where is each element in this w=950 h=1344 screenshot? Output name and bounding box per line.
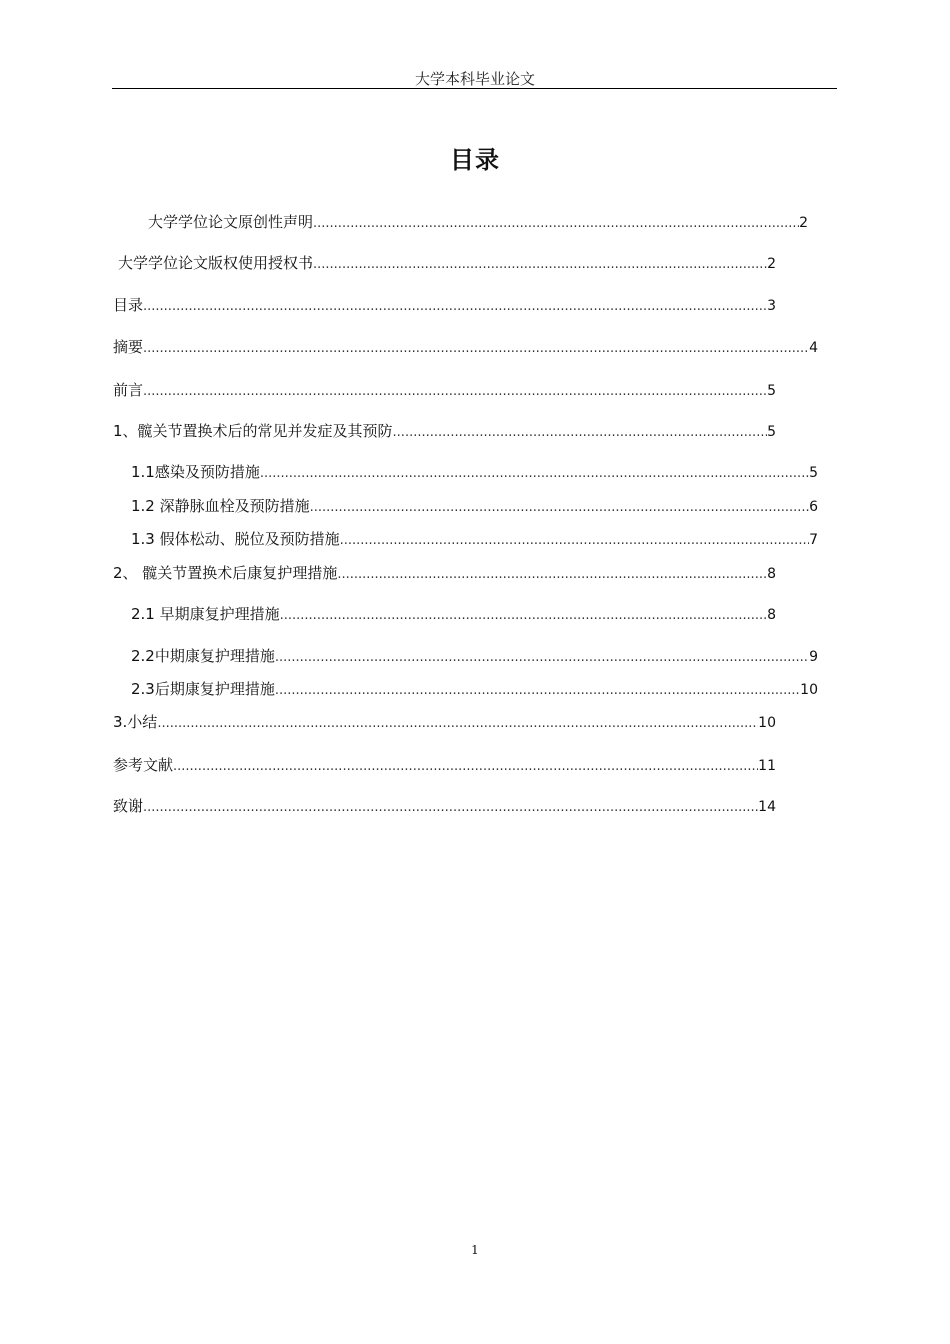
toc-entry-page: 10 xyxy=(800,682,818,698)
toc-entry-label: 2.2中期康复护理措施 xyxy=(131,647,275,665)
toc-leader-dots xyxy=(280,606,767,626)
toc-entry[interactable] xyxy=(113,295,776,317)
toc-entry[interactable] xyxy=(148,212,808,234)
toc-entry-label: 大学学位论文原创性声明 xyxy=(148,213,314,231)
toc-leader-dots xyxy=(143,339,809,359)
toc-entry-page: 14 xyxy=(758,799,776,815)
toc-entry[interactable] xyxy=(131,496,818,518)
toc-entry-label: 2.1 早期康复护理措施 xyxy=(131,605,280,623)
toc-entry-page: 4 xyxy=(809,340,818,356)
toc-entry[interactable] xyxy=(131,529,818,551)
toc-leader-dots xyxy=(143,798,758,818)
toc-leader-dots xyxy=(260,464,809,484)
toc-entry-page: 3 xyxy=(767,298,776,314)
toc-entry-label: 2.3后期康复护理措施 xyxy=(131,680,275,698)
toc-entry[interactable] xyxy=(113,563,776,585)
toc-entry-page: 6 xyxy=(809,499,818,515)
toc-entry[interactable] xyxy=(118,253,776,275)
toc-entry[interactable] xyxy=(131,462,818,484)
toc-entry-page: 2 xyxy=(799,215,808,231)
toc-entry-label: 1、髋关节置换术后的常见并发症及其预防 xyxy=(113,422,393,440)
toc-entry-page: 7 xyxy=(809,532,818,548)
toc-entry-page: 8 xyxy=(767,566,776,582)
toc-entry-page: 5 xyxy=(767,383,776,399)
toc-entry[interactable] xyxy=(113,755,776,777)
toc-entry[interactable] xyxy=(131,646,818,668)
toc-entry-label: 大学学位论文版权使用授权书 xyxy=(118,254,314,272)
header-divider xyxy=(112,88,837,89)
toc-entry[interactable] xyxy=(113,796,776,818)
toc-leader-dots xyxy=(143,382,767,402)
toc-entry-label: 前言 xyxy=(113,381,144,399)
toc-leader-dots xyxy=(340,531,809,551)
toc-leader-dots xyxy=(275,681,800,701)
toc-entry-label: 1.3 假体松动、脱位及预防措施 xyxy=(131,530,340,548)
toc-entry-page: 8 xyxy=(767,607,776,623)
toc-entry[interactable] xyxy=(113,380,776,402)
toc-leader-dots xyxy=(157,714,758,734)
toc-entry[interactable] xyxy=(113,712,776,734)
toc-entry[interactable] xyxy=(113,337,818,359)
toc-leader-dots xyxy=(313,214,799,234)
toc-entry-page: 11 xyxy=(758,758,776,774)
toc-entry-page: 10 xyxy=(758,715,776,731)
toc-leader-dots xyxy=(310,498,809,518)
toc-entry[interactable] xyxy=(131,679,818,701)
toc-leader-dots xyxy=(393,423,768,443)
toc-entry[interactable] xyxy=(113,421,776,443)
toc-entry-label: 2、 髋关节置换术后康复护理措施 xyxy=(113,564,338,582)
toc-title: 目录 xyxy=(450,146,500,174)
toc-entry-label: 摘要 xyxy=(113,338,144,356)
toc-entry-label: 参考文献 xyxy=(113,756,174,774)
toc-leader-dots xyxy=(275,648,809,668)
toc-leader-dots xyxy=(173,757,758,777)
toc-entry[interactable] xyxy=(131,604,776,626)
page-number: 1 xyxy=(471,1243,479,1257)
toc-entry-page: 5 xyxy=(767,424,776,440)
toc-leader-dots xyxy=(337,565,767,585)
toc-entry-label: 1.2 深静脉血栓及预防措施 xyxy=(131,497,310,515)
toc-entry-page: 9 xyxy=(809,649,818,665)
toc-leader-dots xyxy=(313,255,767,275)
toc-entry-page: 5 xyxy=(809,465,818,481)
toc-leader-dots xyxy=(143,297,767,317)
toc-entry-label: 致谢 xyxy=(113,797,144,815)
toc-entry-label: 1.1感染及预防措施 xyxy=(131,463,260,481)
toc-entry-label: 3.小结 xyxy=(113,713,158,731)
toc-entry-page: 2 xyxy=(767,256,776,272)
toc-entry-label: 目录 xyxy=(113,296,144,314)
header-title: 大学本科毕业论文 xyxy=(414,70,535,88)
